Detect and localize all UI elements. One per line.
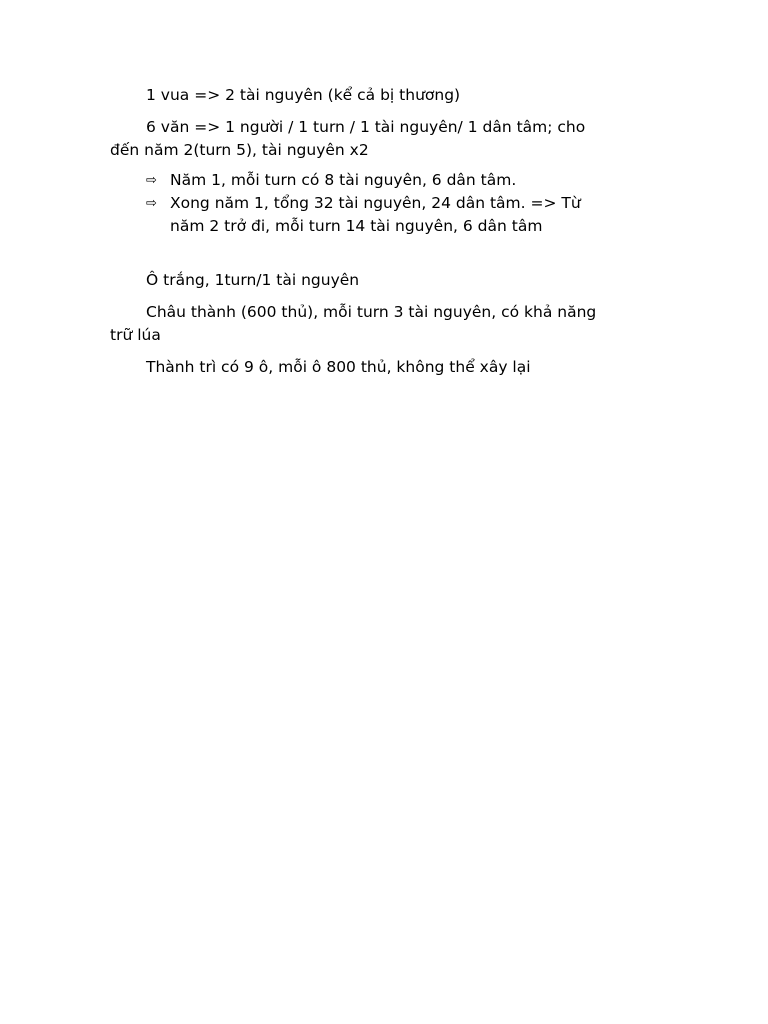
arrow-right-outline-icon: ⇨: [146, 173, 157, 188]
bullet-list: [110, 169, 610, 238]
paragraph-citadel: Thành trì có 9 ô, mỗi ô 800 thủ, không thể xây lại: [146, 358, 531, 376]
arrow-right-outline-icon: ⇨: [146, 196, 157, 211]
paragraph-city: Châu thành (600 thủ), mỗi turn 3 tài nguyên, có khả năng trữ lúa: [110, 303, 597, 344]
bullet-text: Năm 1, mỗi turn có 8 tài nguyên, 6 dân tâm.: [170, 171, 517, 189]
paragraph-civil-resource: 6 văn => 1 người / 1 turn / 1 tài nguyên/ 1 dân tâm; cho đến năm 2(turn 5), tài nguyên x2: [110, 118, 586, 159]
bullet-text: Xong năm 1, tổng 32 tài nguyên, 24 dân tâm. => Từ năm 2 trở đi, mỗi turn 14 tài nguyên, 6 dân tâm: [170, 194, 581, 235]
list-item: [110, 192, 610, 238]
paragraph-king-resource: 1 vua => 2 tài nguyên (kể cả bị thương): [146, 86, 461, 104]
list-item: [110, 169, 610, 192]
document-page: [110, 84, 610, 379]
paragraph-white-tile: Ô trắng, 1turn/1 tài nguyên: [146, 271, 360, 289]
